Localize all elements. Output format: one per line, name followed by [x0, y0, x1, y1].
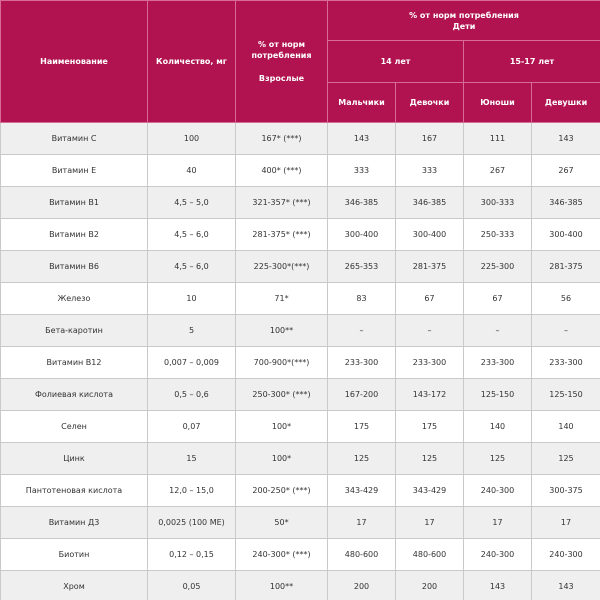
cell-adults: 71*: [236, 283, 328, 315]
cell-boys: 200: [328, 571, 396, 600]
cell-adults: 167* (***): [236, 123, 328, 155]
header-adults-sub: Взрослые: [258, 74, 305, 83]
cell-young-women: 143: [532, 123, 600, 155]
cell-youths: 140: [464, 411, 532, 443]
cell-name: Витамин Е: [1, 155, 148, 187]
cell-adults: 100**: [236, 315, 328, 347]
cell-quantity: 4,5 – 6,0: [148, 219, 236, 251]
cell-youths: 240-300: [464, 475, 532, 507]
header-children-title: Дети: [452, 21, 476, 31]
cell-girls: 233-300: [396, 347, 464, 379]
cell-girls: 480-600: [396, 539, 464, 571]
header-age-14: 14 лет: [328, 41, 464, 83]
cell-boys: 233-300: [328, 347, 396, 379]
cell-young-women: 17: [532, 507, 600, 539]
header-adults-title: % от норм потребления: [251, 40, 312, 60]
cell-girls: 125: [396, 443, 464, 475]
cell-name: Витамин С: [1, 123, 148, 155]
cell-youths: 267: [464, 155, 532, 187]
header-age-15-17: 15-17 лет: [464, 41, 600, 83]
cell-young-women: 143: [532, 571, 600, 600]
cell-name: Витамин В2: [1, 219, 148, 251]
cell-boys: 480-600: [328, 539, 396, 571]
cell-girls: 333: [396, 155, 464, 187]
cell-young-women: –: [532, 315, 600, 347]
cell-quantity: 40: [148, 155, 236, 187]
cell-boys: 333: [328, 155, 396, 187]
table-row: [1, 315, 600, 347]
table-body: [1, 123, 600, 600]
cell-name: Селен: [1, 411, 148, 443]
cell-girls: 346-385: [396, 187, 464, 219]
cell-adults: 50*: [236, 507, 328, 539]
cell-young-women: 240-300: [532, 539, 600, 571]
cell-boys: 83: [328, 283, 396, 315]
cell-young-women: 300-400: [532, 219, 600, 251]
cell-girls: 200: [396, 571, 464, 600]
cell-adults: 281-375* (***): [236, 219, 328, 251]
cell-name: Пантотеновая кислота: [1, 475, 148, 507]
cell-quantity: 0,5 – 0,6: [148, 379, 236, 411]
cell-quantity: 5: [148, 315, 236, 347]
cell-quantity: 10: [148, 283, 236, 315]
cell-young-women: 125: [532, 443, 600, 475]
table-header: [1, 1, 600, 123]
cell-boys: 300-400: [328, 219, 396, 251]
cell-girls: 67: [396, 283, 464, 315]
cell-boys: 343-429: [328, 475, 396, 507]
cell-quantity: 100: [148, 123, 236, 155]
cell-youths: 125-150: [464, 379, 532, 411]
header-children-group: [328, 1, 600, 41]
cell-girls: 300-400: [396, 219, 464, 251]
cell-adults: 700-900*(***): [236, 347, 328, 379]
table-row: [1, 187, 600, 219]
cell-name: Биотин: [1, 539, 148, 571]
cell-quantity: 0,0025 (100 МЕ): [148, 507, 236, 539]
table-row: [1, 283, 600, 315]
table-row: [1, 571, 600, 600]
table-row: [1, 507, 600, 539]
cell-boys: 346-385: [328, 187, 396, 219]
cell-boys: 17: [328, 507, 396, 539]
cell-girls: 143-172: [396, 379, 464, 411]
cell-young-women: 56: [532, 283, 600, 315]
cell-youths: –: [464, 315, 532, 347]
cell-adults: 250-300* (***): [236, 379, 328, 411]
table-row: [1, 539, 600, 571]
cell-youths: 240-300: [464, 539, 532, 571]
cell-adults: 321-357* (***): [236, 187, 328, 219]
cell-young-women: 267: [532, 155, 600, 187]
table-row: [1, 443, 600, 475]
cell-name: Витамин Д3: [1, 507, 148, 539]
table-row: [1, 155, 600, 187]
cell-quantity: 0,07: [148, 411, 236, 443]
cell-young-women: 300-375: [532, 475, 600, 507]
table-row: [1, 123, 600, 155]
cell-girls: 167: [396, 123, 464, 155]
header-children-group-title: % от норм потребления: [409, 10, 519, 20]
header-boys: Мальчики: [328, 83, 396, 123]
table-row: [1, 347, 600, 379]
cell-girls: 281-375: [396, 251, 464, 283]
table-row: [1, 219, 600, 251]
cell-name: Хром: [1, 571, 148, 600]
cell-youths: 67: [464, 283, 532, 315]
cell-adults: 400* (***): [236, 155, 328, 187]
cell-boys: –: [328, 315, 396, 347]
table-row: [1, 411, 600, 443]
header-quantity: Количество, мг: [148, 1, 236, 123]
cell-name: Фолиевая кислота: [1, 379, 148, 411]
cell-quantity: 4,5 – 6,0: [148, 251, 236, 283]
cell-name: Цинк: [1, 443, 148, 475]
cell-girls: 343-429: [396, 475, 464, 507]
cell-boys: 175: [328, 411, 396, 443]
cell-boys: 143: [328, 123, 396, 155]
cell-quantity: 0,05: [148, 571, 236, 600]
cell-adults: 200-250* (***): [236, 475, 328, 507]
cell-name: Бета-каротин: [1, 315, 148, 347]
cell-young-women: 233-300: [532, 347, 600, 379]
cell-adults: 100**: [236, 571, 328, 600]
cell-quantity: 15: [148, 443, 236, 475]
cell-adults: 225-300*(***): [236, 251, 328, 283]
cell-youths: 250-333: [464, 219, 532, 251]
cell-young-women: 140: [532, 411, 600, 443]
cell-name: Витамин В6: [1, 251, 148, 283]
cell-youths: 233-300: [464, 347, 532, 379]
header-girls: Девочки: [396, 83, 464, 123]
header-youths: Юноши: [464, 83, 532, 123]
cell-youths: 111: [464, 123, 532, 155]
cell-girls: –: [396, 315, 464, 347]
cell-name: Витамин В12: [1, 347, 148, 379]
cell-young-women: 281-375: [532, 251, 600, 283]
cell-quantity: 12,0 – 15,0: [148, 475, 236, 507]
cell-youths: 125: [464, 443, 532, 475]
cell-adults: 100*: [236, 443, 328, 475]
cell-boys: 265-353: [328, 251, 396, 283]
header-adults: [236, 1, 328, 123]
cell-boys: 125: [328, 443, 396, 475]
cell-young-women: 346-385: [532, 187, 600, 219]
table-row: [1, 251, 600, 283]
cell-youths: 143: [464, 571, 532, 600]
cell-boys: 167-200: [328, 379, 396, 411]
table-row: [1, 379, 600, 411]
cell-youths: 300-333: [464, 187, 532, 219]
cell-quantity: 0,007 – 0,009: [148, 347, 236, 379]
cell-adults: 240-300* (***): [236, 539, 328, 571]
cell-quantity: 4,5 – 5,0: [148, 187, 236, 219]
cell-youths: 225-300: [464, 251, 532, 283]
cell-name: Железо: [1, 283, 148, 315]
header-young-women: Девушки: [532, 83, 600, 123]
cell-girls: 175: [396, 411, 464, 443]
cell-adults: 100*: [236, 411, 328, 443]
cell-young-women: 125-150: [532, 379, 600, 411]
cell-name: Витамин В1: [1, 187, 148, 219]
cell-quantity: 0,12 – 0,15: [148, 539, 236, 571]
table-row: [1, 475, 600, 507]
cell-youths: 17: [464, 507, 532, 539]
header-name: Наименование: [1, 1, 148, 123]
cell-girls: 17: [396, 507, 464, 539]
